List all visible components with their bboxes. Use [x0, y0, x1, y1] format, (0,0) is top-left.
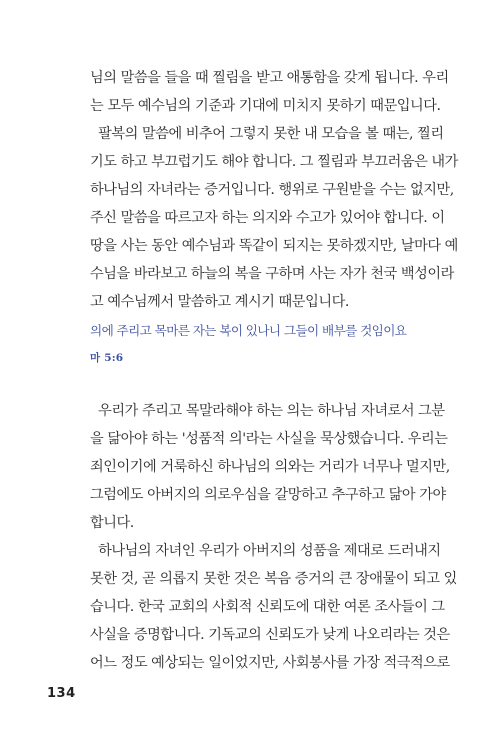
text-line: 우리가 주리고 목말라해야 하는 의는 하나님 자녀로서 그분 — [90, 403, 445, 419]
text-line: 합니다. — [90, 515, 134, 531]
text-line: 수님을 바라보고 하늘의 복을 구하며 사는 자가 천국 백성이라 — [90, 266, 454, 282]
body-text-top — [90, 64, 458, 316]
text-line: 사실을 증명합니다. 기독교의 신뢰도가 낮게 나오리라는 것은 — [90, 627, 450, 643]
page-number: 134 — [47, 686, 76, 701]
text-line: 어느 정도 예상되는 일이었지만, 사회봉사를 가장 적극적으로 — [90, 655, 450, 671]
text-line: 하나님의 자녀라는 증거입니다. 행위로 구원받을 수는 없지만, — [90, 182, 454, 198]
text-line: 는 모두 예수님의 기준과 기대에 미치지 못하기 때문입니다. — [90, 98, 441, 114]
text-line: 고 예수님께서 말씀하고 계시기 때문입니다. — [90, 294, 349, 310]
text-line: 팔복의 말씀에 비추어 그렇지 못한 내 모습을 볼 때는, 찔리 — [90, 126, 444, 142]
scripture-verse: 의에 주리고 목마른 자는 복이 있나니 그들이 배부를 것임이요 — [90, 323, 407, 338]
text-line: 땅을 사는 동안 예수님과 똑같이 되지는 못하겠지만, 날마다 예 — [90, 238, 458, 254]
text-line: 기도 하고 부끄럽기도 해야 합니다. 그 찔림과 부끄러움은 내가 — [90, 154, 458, 170]
text-line: 그럼에도 아버지의 의로우심을 갈망하고 추구하고 닮아 가야 — [90, 487, 446, 503]
text-line: 못한 것, 곧 의롭지 못한 것은 복음 증거의 큰 장애물이 되고 있 — [90, 571, 457, 587]
text-line: 님의 말씀을 들을 때 찔림을 받고 애통함을 갖게 됩니다. 우리 — [90, 70, 449, 86]
text-line: 주신 말씀을 따르고자 하는 의지와 수고가 있어야 합니다. 이 — [90, 210, 445, 226]
text-line: 하나님의 자녀인 우리가 아버지의 성품을 제대로 드러내지 — [90, 543, 441, 559]
scripture-reference: 마 5:6 — [90, 352, 124, 364]
text-line: 을 닮아야 하는 '성품적 의'라는 사실을 묵상했습니다. 우리는 — [90, 431, 448, 447]
body-text-bottom — [90, 397, 457, 677]
text-line: 습니다. 한국 교회의 사회적 신뢰도에 대한 여론 조사들이 그 — [90, 599, 445, 615]
text-line: 죄인이기에 거룩하신 하나님의 의와는 거리가 너무나 멀지만, — [90, 459, 450, 475]
